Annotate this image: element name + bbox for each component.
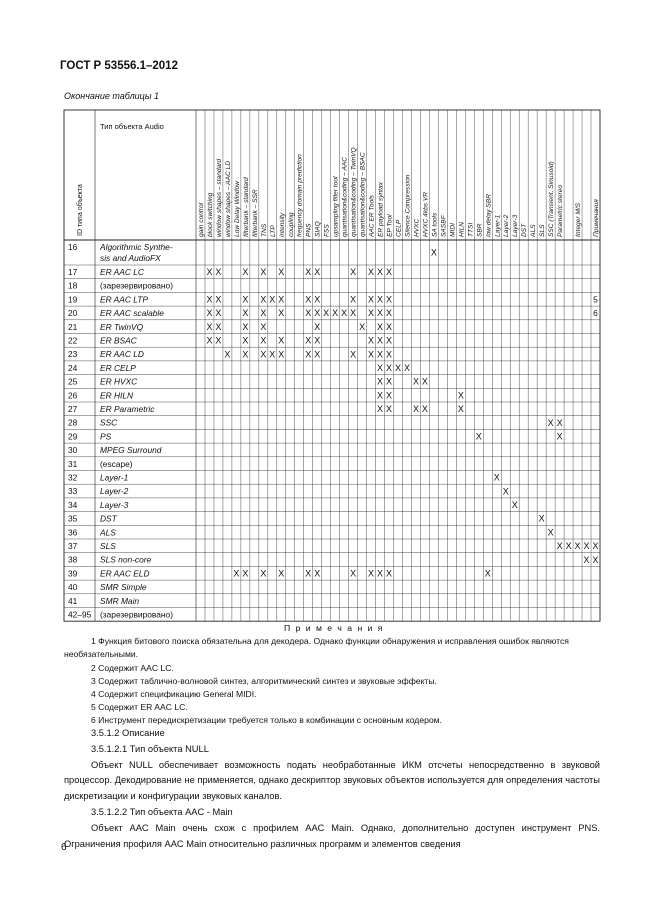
tool-header: EP Tool: [386, 214, 394, 237]
cell-mark: X: [206, 321, 213, 332]
notes-block: [64, 622, 604, 728]
row-id: 30: [68, 445, 78, 456]
cell-mark: X: [260, 308, 267, 319]
row-id: 16: [68, 242, 78, 252]
cell-mark: X: [305, 335, 312, 346]
row-id: 27: [68, 404, 78, 414]
note-1: 1 Функция битового поиска обязательна для декодера. Однако функции обнаружения и исправления ошибок являются необязательными.: [64, 636, 569, 660]
tool-header: CELP: [395, 219, 403, 237]
cell-mark: X: [242, 308, 249, 319]
note-2: 2 Содержит AAC LC.: [91, 662, 174, 673]
cell-mark: X: [215, 294, 222, 305]
cell-mark: X: [394, 362, 402, 373]
tool-header: DST: [521, 223, 529, 237]
row-type-name: SLS: [100, 541, 116, 551]
row-id: 19: [68, 294, 78, 305]
cell-mark: X: [592, 554, 599, 565]
cell-mark: X: [242, 267, 249, 278]
cell-mark: X: [242, 294, 249, 305]
cell-mark: X: [386, 349, 393, 360]
row-id: 25: [68, 376, 78, 387]
cell-mark: X: [368, 335, 375, 346]
cell-mark: X: [350, 568, 357, 579]
row-type-name: ER AAC LC: [100, 267, 144, 277]
row-type-name: ER AAC LTP: [100, 294, 148, 305]
cell-mark: X: [260, 335, 267, 346]
cell-mark: X: [386, 294, 393, 305]
body-text: [64, 726, 600, 852]
tool-header: TNS: [260, 223, 268, 237]
cell-mark: X: [314, 294, 321, 305]
tool-header: SLS: [539, 224, 547, 237]
note-6: 6 Инструмент передискретизации требуется только в комбинации с основным кодером.: [91, 715, 442, 726]
cell-mark: X: [386, 308, 393, 319]
cell-mark: X: [368, 308, 375, 319]
cell-mark: X: [475, 431, 482, 442]
row-type-name: ALS: [100, 527, 116, 538]
cell-mark: X: [403, 362, 410, 373]
cell-mark: X: [538, 513, 545, 524]
cell-mark: X: [421, 404, 428, 415]
section-heading-description: 3.5.1.2 Описание: [91, 728, 165, 738]
cell-mark: X: [377, 294, 384, 305]
tool-header: quantisation&coding – BSAC: [359, 152, 367, 237]
paragraph-null: Объект NULL обеспечивает возможность подать необработанные ИКМ отсчеты непосредственно в звуковой процессор. Декодирование не применяется, однако дескриптор звуковых объектов используется для определения частоты дискретизации и конфигурации звуковых каналов.: [64, 759, 600, 802]
row-id: 28: [68, 417, 78, 428]
tool-header: Silence Compression: [404, 174, 412, 237]
tool-header: LTP: [269, 225, 277, 237]
row-type-name: (зарезервировано): [100, 609, 174, 620]
row-type-name: SSC: [100, 417, 118, 428]
notes-title: П р и м е ч а н и я: [284, 623, 384, 633]
cell-mark: X: [242, 568, 249, 579]
cell-mark: X: [305, 308, 312, 319]
tool-header: ER payload syntax: [377, 182, 385, 237]
cell-mark: X: [377, 267, 384, 278]
tool-header: Parametric stereo: [557, 184, 565, 237]
cell-mark: X: [278, 335, 285, 346]
cell-mark: X: [457, 390, 464, 401]
row-id: 38: [68, 554, 78, 565]
cell-mark: X: [314, 349, 321, 360]
tool-header: AAC ER Tools: [368, 195, 376, 237]
cell-mark: X: [386, 321, 393, 332]
tool-header: Layer-2: [503, 214, 511, 237]
cell-mark: X: [574, 541, 581, 552]
cell-mark: X: [269, 349, 276, 360]
cell-mark: X: [386, 568, 393, 579]
tool-header: HVXC: [413, 218, 421, 237]
tool-header: TTSI: [467, 222, 475, 237]
cell-mark: X: [260, 321, 267, 332]
tool-header: coupling: [287, 212, 295, 237]
tool-header: FSS: [323, 224, 331, 237]
cell-mark: X: [305, 294, 312, 305]
row-type-name: ER AAC LD: [100, 349, 144, 360]
note-3: 3 Содержит таблично-волновой синтез, алгоритмический синтез и звуковые эффекты.: [91, 675, 437, 686]
row-id: 36: [68, 527, 78, 538]
cell-mark: X: [583, 541, 590, 552]
tool-header: MIDI: [449, 223, 457, 237]
row-id: 17: [68, 267, 78, 277]
cell-mark: X: [233, 568, 240, 579]
row-id: 34: [68, 499, 78, 510]
cell-mark: X: [224, 349, 231, 360]
row-id: 32: [68, 472, 78, 483]
row-type-name: (escape): [100, 458, 133, 469]
cell-mark: X: [592, 541, 599, 552]
row-type-name: DST: [100, 513, 117, 524]
cell-mark: X: [278, 568, 285, 579]
cell-mark: X: [269, 294, 276, 305]
cell-mark: X: [377, 308, 384, 319]
row-type-name: SMR Main: [100, 595, 140, 606]
row-type-name: PS: [100, 431, 112, 442]
row-type-name: Layer-3: [100, 499, 129, 510]
cell-mark: X: [215, 308, 222, 319]
type-column-header: Тип объекта Audio: [100, 122, 164, 131]
cell-mark: X: [260, 568, 267, 579]
cell-mark: X: [242, 321, 249, 332]
tool-header: SBR: [476, 223, 484, 237]
cell-mark: X: [242, 335, 249, 346]
cell-mark: X: [377, 349, 384, 360]
row-id: 24: [68, 362, 78, 373]
tool-header: HILN: [458, 221, 466, 237]
row-id: 23: [68, 349, 78, 360]
row-id: 22: [68, 335, 78, 346]
tool-header: quantisation&coding – AAC: [341, 156, 349, 237]
tool-header: SIAQ: [314, 221, 322, 237]
note-4: 4 Содержит спецификацию General MIDI.: [91, 689, 257, 700]
tool-header: block switching: [206, 192, 214, 237]
cell-mark: X: [377, 404, 384, 415]
tool-header: ALS: [530, 224, 538, 237]
row-type-name: ER AAC scalable: [100, 308, 164, 319]
cell-mark: X: [260, 294, 267, 305]
row-id: 37: [68, 541, 78, 551]
cell-mark: X: [457, 404, 464, 415]
cell-mark: X: [278, 294, 285, 305]
cell-mark: X: [386, 390, 393, 401]
paragraph-aac-main: Объект AAC Main очень схож с профилем AAC Main. Однако, дополнительно доступен инструмент PNS. Ограничения профиля AAC Main относительно различных программ и элементов сведения: [64, 822, 600, 849]
cell-mark: X: [332, 308, 339, 319]
cell-mark: X: [215, 267, 222, 278]
tool-header: filterbank – SSR: [251, 189, 259, 237]
row-id: 26: [68, 390, 78, 401]
cell-mark: X: [493, 472, 500, 483]
row-type-name: ER BSAC: [100, 335, 137, 346]
cell-mark: X: [377, 321, 384, 332]
cell-mark: X: [484, 568, 491, 579]
cell-mark: X: [215, 321, 222, 332]
tool-header: HVXC 4kbs VR: [422, 191, 430, 237]
document-header: ГОСТ Р 53556.1–2012: [60, 60, 178, 72]
cell-mark: X: [377, 376, 384, 387]
tool-header: upsampling filter tool: [332, 176, 340, 237]
cell-mark: X: [430, 247, 437, 258]
row-type-name: (зарезервировано): [100, 280, 174, 291]
row-type-name: MPEG Surround: [100, 445, 162, 456]
row-id: 31: [68, 458, 78, 469]
row-id: 42–95: [68, 609, 92, 620]
row-type-name: SLS non-core: [100, 554, 152, 565]
cell-mark: X: [314, 321, 321, 332]
tool-header: PNS: [305, 223, 313, 237]
cell-mark: X: [386, 376, 393, 387]
tool-header: filterbank – standard: [242, 177, 250, 237]
cell-mark: X: [278, 308, 285, 319]
row-type-name: Algorithmic Synthe-: [100, 242, 173, 252]
row-type-name: ER CELP: [100, 362, 136, 373]
cell-mark: X: [556, 417, 563, 428]
cell-mark: X: [314, 308, 321, 319]
tool-header: Layer-3: [512, 214, 520, 237]
row-type-name: ER HILN: [100, 390, 134, 401]
tool-header: Integer M/S: [575, 202, 583, 237]
cell-mark: X: [305, 349, 312, 360]
row-type-name: ER HVXC: [100, 376, 138, 387]
cell-mark: X: [386, 335, 393, 346]
section-heading-aac-main: 3.5.1.2.2 Тип объекта AAC - Main: [91, 806, 233, 817]
cell-mark: X: [206, 294, 213, 305]
cell-mark: X: [260, 267, 267, 278]
cell-mark: X: [377, 390, 384, 401]
row-id: 33: [68, 486, 78, 497]
tool-header: SASBF: [440, 215, 448, 237]
row-type-name: ER AAC ELD: [100, 568, 150, 579]
row-type-name: Layer-1: [100, 472, 129, 483]
id-column-header: ID типа объекта: [77, 184, 84, 236]
cell-mark: X: [556, 431, 563, 442]
cell-mark: X: [323, 308, 330, 319]
cell-mark: X: [206, 267, 213, 278]
cell-mark: X: [278, 349, 285, 360]
tool-header: Low Delay Window: [233, 180, 241, 237]
row-id: 29: [68, 431, 78, 442]
row-id: 35: [68, 513, 78, 524]
tool-header: window shapes – AAC LD: [224, 161, 232, 237]
cell-mark: X: [412, 404, 419, 415]
row-id: 40: [68, 582, 78, 593]
cell-mark: X: [215, 335, 222, 346]
cell-mark: X: [278, 267, 285, 278]
row-note: 5: [593, 294, 598, 305]
row-type-name: ER Parametric: [100, 404, 155, 414]
cell-mark: X: [386, 404, 393, 415]
cell-mark: X: [350, 349, 357, 360]
cell-mark: X: [412, 376, 419, 387]
tool-header: low delay SBR: [485, 194, 493, 237]
cell-mark: X: [260, 349, 267, 360]
cell-mark: X: [314, 267, 321, 278]
tool-header: gain control: [197, 202, 205, 237]
tool-header: Примечания: [593, 199, 601, 237]
note-5: 5 Содержит ER AAC LC.: [91, 702, 188, 713]
row-type-name: ER TwinVQ: [100, 321, 144, 332]
cell-mark: X: [565, 541, 572, 552]
cell-mark: X: [359, 321, 366, 332]
cell-mark: X: [314, 568, 321, 579]
cell-mark: X: [368, 294, 375, 305]
tool-header: window shapes – standard: [215, 158, 223, 237]
row-id: 18: [68, 280, 78, 291]
cell-mark: X: [511, 499, 518, 510]
page-number: 6: [61, 842, 67, 853]
cell-mark: X: [556, 541, 563, 552]
cell-mark: X: [421, 376, 428, 387]
cell-mark: X: [377, 335, 384, 346]
cell-mark: X: [547, 417, 554, 428]
cell-mark: X: [386, 267, 393, 278]
table-title: Окончание таблицы 1: [64, 91, 159, 101]
row-id: 20: [68, 308, 78, 319]
cell-mark: X: [305, 568, 312, 579]
tool-header: SA tools: [431, 212, 439, 237]
tool-header: SSC (Transient, Sinusoid): [548, 161, 556, 237]
row-type-name: SMR Simple: [100, 582, 147, 593]
cell-mark: X: [583, 554, 590, 565]
cell-mark: X: [502, 486, 509, 497]
cell-mark: X: [377, 568, 384, 579]
cell-mark: X: [242, 349, 249, 360]
cell-mark: X: [305, 267, 312, 278]
row-type-name: Layer-2: [100, 486, 129, 497]
tool-header: Layer-1: [494, 214, 502, 237]
tool-header: intensity: [278, 212, 286, 237]
cell-mark: X: [206, 308, 213, 319]
cell-mark: X: [368, 267, 375, 278]
cell-mark: X: [314, 335, 321, 346]
cell-mark: X: [350, 267, 357, 278]
cell-mark: X: [377, 362, 384, 373]
row-id: 41: [68, 595, 78, 606]
cell-mark: X: [206, 335, 213, 346]
row-note: 6: [593, 308, 598, 319]
tool-header: frequency domain prediction: [296, 154, 304, 237]
row-id: 21: [68, 321, 78, 332]
row-type-name: sis and AudioFX: [100, 253, 161, 263]
tool-header: quantisation&coding – TwinVQ: [350, 147, 358, 237]
cell-mark: X: [341, 308, 348, 319]
cell-mark: X: [368, 349, 375, 360]
cell-mark: X: [547, 527, 554, 538]
cell-mark: X: [350, 308, 357, 319]
cell-mark: X: [350, 294, 357, 305]
cell-mark: X: [368, 568, 375, 579]
cell-mark: X: [386, 362, 393, 373]
row-id: 39: [68, 568, 78, 579]
section-heading-null: 3.5.1.2.1 Тип объекта NULL: [91, 743, 209, 754]
